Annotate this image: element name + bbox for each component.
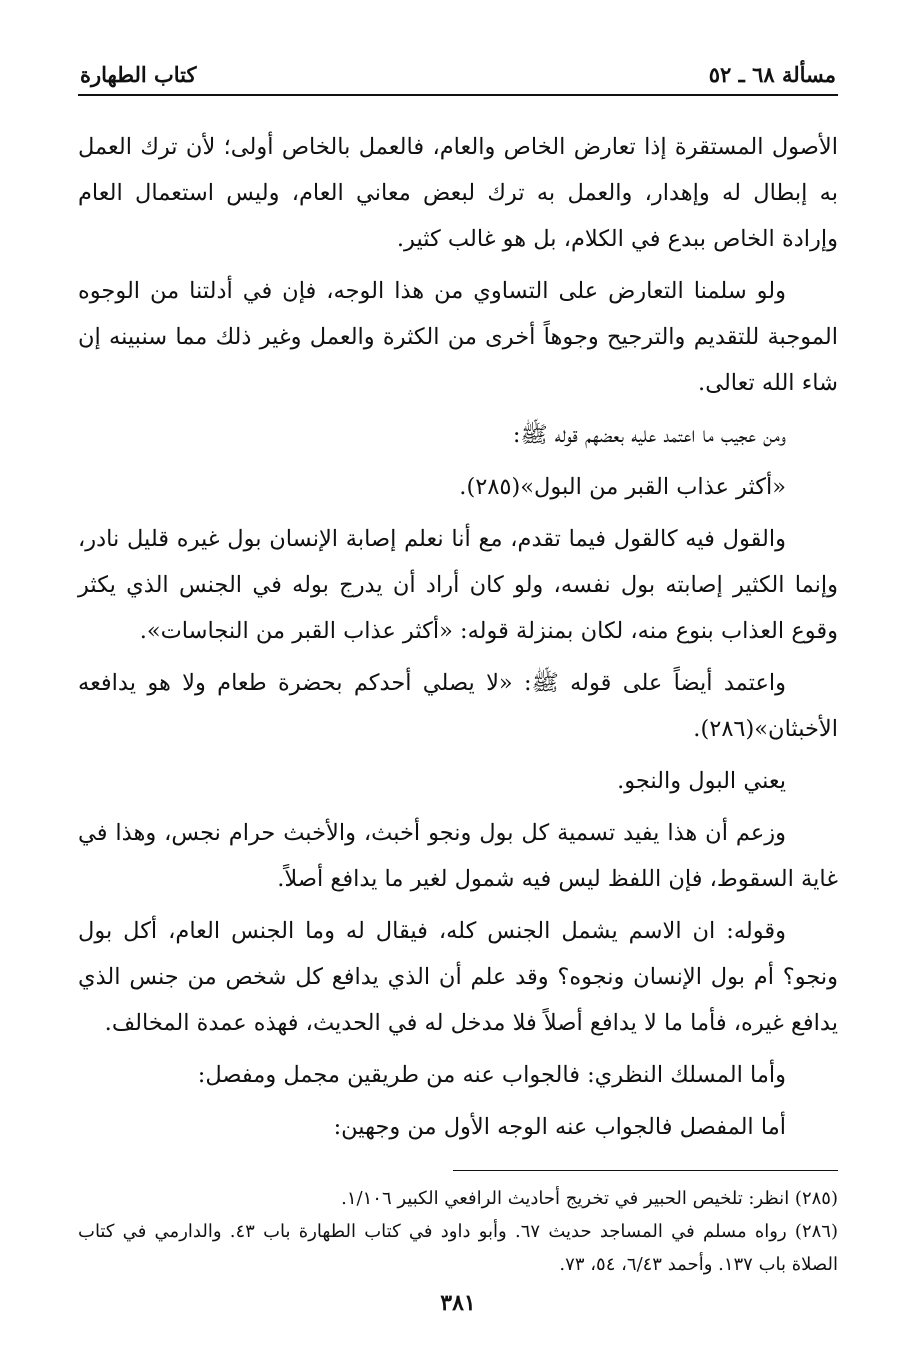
paragraph: وقوله: ان الاسم يشمل الجنس كله، فيقال له وما الجنس العام، أكل بول ونجو؟ أم بول الإنسان ونجوه؟ وقد علم أن الذي يدافع كل شخص من جنس الذي يدافع غيره، فأما ما لا يدافع أصلاً فلا مدخل له في الحديث، فهذه عمدة المخالف. bbox=[78, 918, 838, 1036]
book-page bbox=[78, 58, 838, 1328]
paragraph: ومن عجيب ما اعتمد عليه بعضهم قوله ﷺ: bbox=[512, 422, 786, 448]
paragraph: واعتمد أيضاً على قوله ﷺ: «لا يصلي أحدكم بحضرة طعام ولا هو يدافعه الأخبثان»(٢٨٦). bbox=[78, 670, 838, 742]
footnote: (٢٨٦) رواه مسلم في المساجد حديث ٦٧. وأبو داود في كتاب الطهارة باب ٤٣. والدارمي في كتاب الصلاة باب ١٣٧. وأحمد ٦/٤٣، ٥٤، ٧٣. bbox=[78, 1221, 838, 1275]
footnote: (٢٨٥) انظر: تلخيص الحبير في تخريج أحاديث الرافعي الكبير ١/١٠٦. bbox=[341, 1188, 838, 1209]
footnotes bbox=[78, 1182, 838, 1281]
paragraph: أما المفصل فالجواب عنه الوجه الأول من وجهين: bbox=[333, 1114, 786, 1140]
paragraph: وأما المسلك النظري: فالجواب عنه من طريقين مجمل ومفصل: bbox=[197, 1062, 786, 1088]
header-section-title: مسألة ٦٨ ـ ٥٢ bbox=[708, 62, 836, 87]
paragraph: وزعم أن هذا يفيد تسمية كل بول ونجو أخبث، والأخبث حرام نجس، وهذا في غاية السقوط، فإن اللفظ ليس فيه شمول لغير ما يدافع أصلاً. bbox=[78, 820, 838, 892]
footnote-divider bbox=[453, 1170, 838, 1171]
running-header bbox=[78, 58, 838, 96]
paragraph: يعني البول والنجو. bbox=[617, 768, 786, 794]
main-text bbox=[78, 124, 838, 1150]
paragraph: الأصول المستقرة إذا تعارض الخاص والعام، فالعمل بالخاص أولى؛ لأن ترك العمل به إبطال له وإهدار، والعمل به ترك لبعض معاني العام، وليس استعمال العام وإرادة الخاص ببدع في الكلام، بل هو غالب كثير. bbox=[78, 134, 838, 252]
header-book-title: كتاب الطهارة bbox=[80, 62, 197, 87]
hadith-quote: «أكثر عذاب القبر من البول»(٢٨٥). bbox=[459, 474, 786, 500]
paragraph: ولو سلمنا التعارض على التساوي من هذا الوجه، فإن في أدلتنا من الوجوه الموجبة للتقديم والترجيح وجوهاً أخرى من الكثرة والعمل وغير ذلك مما سنبينه إن شاء الله تعالى. bbox=[78, 278, 838, 396]
page-number: ٣٨١ bbox=[440, 1290, 476, 1316]
paragraph: والقول فيه كالقول فيما تقدم، مع أنا نعلم إصابة الإنسان بول غيره قليل نادر، وإنما الكثير إصابته بول نفسه، ولو كان أراد أن يدرج بوله في الجنس الذي يكثر وقوع العذاب بنوع منه، لكان بمنزلة قوله: «أكثر عذاب القبر من النجاسات». bbox=[78, 526, 838, 644]
